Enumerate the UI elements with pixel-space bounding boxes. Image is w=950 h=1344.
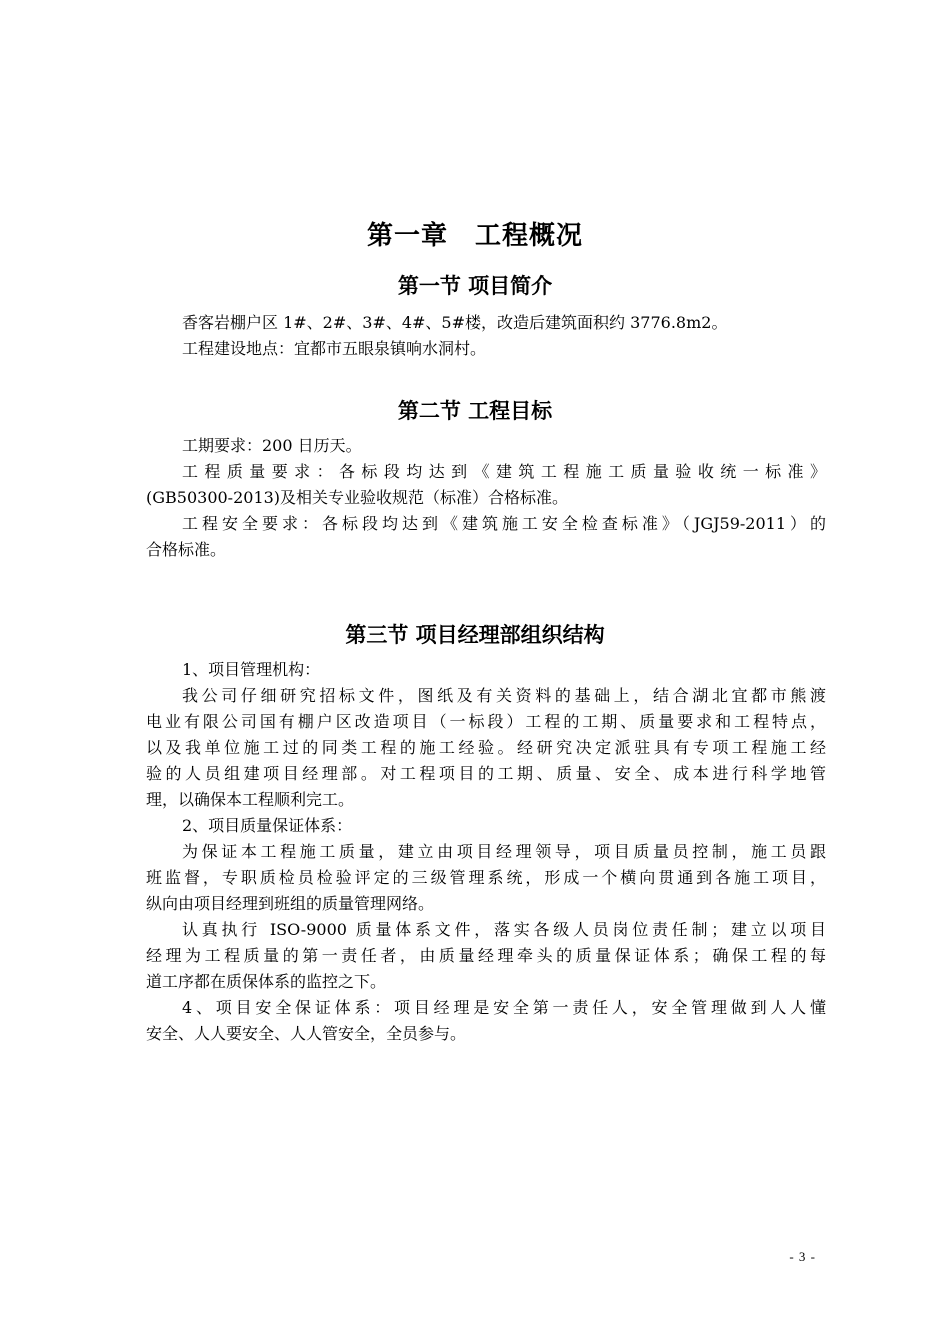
paragraph-line: 工程建设地点：宜都市五眼泉镇响水洞村。 bbox=[182, 339, 487, 358]
paragraph-line: 工程质量要求：各标段均达到《建筑工程施工质量验收统一标准》 bbox=[182, 462, 826, 481]
paragraph-line: 以及我单位施工过的同类工程的施工经验。经研究决定派驻具有专项工程施工经 bbox=[146, 738, 826, 757]
section-title-project-goals: 第二节 工程目标 bbox=[397, 399, 553, 423]
paragraph-line: 我公司仔细研究招标文件，图纸及有关资料的基础上，结合湖北宜都市熊渡 bbox=[182, 686, 826, 705]
chapter-title: 第一章 工程概况 bbox=[366, 221, 583, 251]
paragraph-line: 道工序都在质保体系的监控之下。 bbox=[146, 972, 387, 991]
paragraph-line: 工程安全要求：各标段均达到《建筑施工安全检查标准》（JGJ59-2011）的 bbox=[182, 514, 826, 533]
section-title-project-intro: 第一节 项目简介 bbox=[397, 274, 553, 298]
paragraph-line: 香客岩棚户区 1#、2#、3#、4#、5#楼，改造后建筑面积约 3776.8m2。 bbox=[182, 313, 728, 332]
page-number: - 3 - bbox=[789, 1249, 816, 1264]
section2-body bbox=[146, 433, 826, 563]
section1-body bbox=[146, 310, 826, 362]
paragraph-line: 电业有限公司国有棚户区改造项目（一标段）工程的工期、质量要求和工程特点， bbox=[146, 712, 826, 731]
paragraph-line: 合格标准。 bbox=[146, 540, 227, 559]
paragraph-line: 认真执行 ISO-9000 质量体系文件，落实各级人员岗位责任制；建立以项目 bbox=[182, 920, 826, 939]
section3-body bbox=[146, 657, 826, 1047]
paragraph-line: 安全、人人要安全、人人管安全，全员参与。 bbox=[146, 1024, 467, 1043]
paragraph-line: 4、项目安全保证体系：项目经理是安全第一责任人，安全管理做到人人懂 bbox=[182, 998, 826, 1017]
paragraph-line: 纵向由项目经理到班组的质量管理网络。 bbox=[146, 894, 435, 913]
paragraph-line: 为保证本工程施工质量，建立由项目经理领导，项目质量员控制，施工员跟 bbox=[182, 842, 826, 861]
paragraph-line: (GB50300-2013)及相关专业验收规范（标准）合格标准。 bbox=[146, 488, 569, 507]
section-title-org-structure: 第三节 项目经理部组织结构 bbox=[345, 623, 605, 647]
paragraph-line: 班监督，专职质检员检验评定的三级管理系统，形成一个横向贯通到各施工项目， bbox=[146, 868, 826, 887]
paragraph-line: 验的人员组建项目经理部。对工程项目的工期、质量、安全、成本进行科学地管 bbox=[146, 764, 826, 783]
paragraph-line: 工期要求：200 日历天。 bbox=[182, 436, 362, 455]
paragraph-line: 2、项目质量保证体系： bbox=[182, 816, 353, 835]
paragraph-line: 理，以确保本工程顺利完工。 bbox=[146, 790, 355, 809]
paragraph-line: 经理为工程质量的第一责任者，由质量经理牵头的质量保证体系；确保工程的每 bbox=[146, 946, 826, 965]
paragraph-line: 1、项目管理机构： bbox=[182, 660, 321, 679]
